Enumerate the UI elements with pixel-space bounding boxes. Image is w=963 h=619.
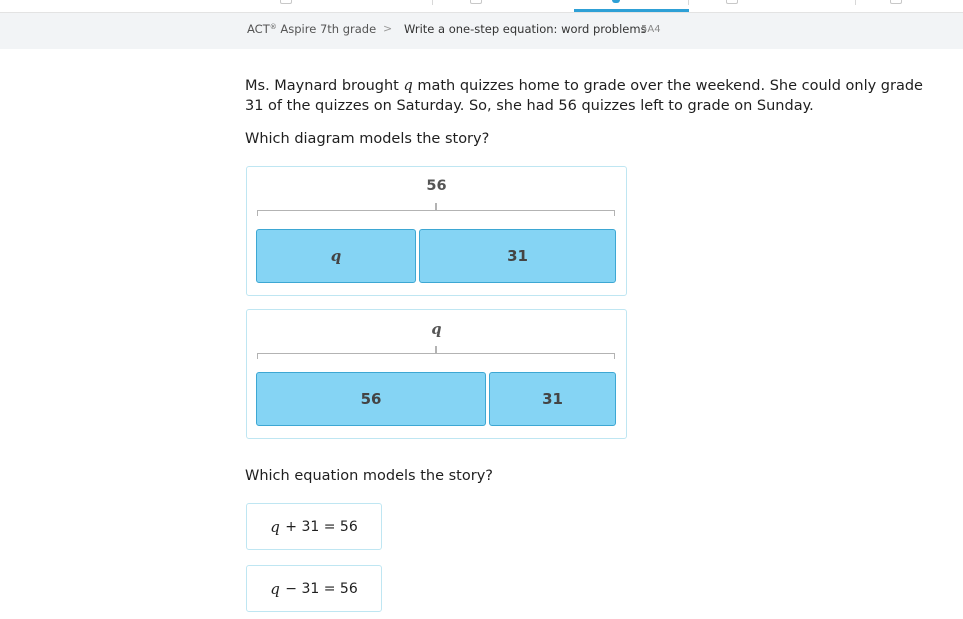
diagram-total-label: 56 <box>426 178 447 194</box>
bracket-tick <box>435 203 437 210</box>
equation-prompt: Which equation models the story? <box>245 468 493 484</box>
nav-divider <box>688 0 689 5</box>
diagram-choice-2[interactable] <box>246 309 627 439</box>
diagram-bracket <box>257 210 615 216</box>
diagram-bar-segment-left: q <box>256 229 416 283</box>
chevron-right-icon: > <box>383 22 393 35</box>
nav-active-tab-indicator <box>574 9 689 12</box>
question-story: Ms. Maynard brought q math quizzes home to grade over the weekend. She could only grade 31 of the quizzes on Saturday. So, she had 56 quizzes left to grade on Sunday. <box>245 78 923 114</box>
equation-variable: q <box>270 517 280 536</box>
equation-variable: q <box>270 579 280 598</box>
top-nav <box>0 0 963 13</box>
nav-analytics-icon[interactable] <box>726 0 738 4</box>
nav-divider <box>432 0 433 5</box>
diagram-bar-segment-right: 31 <box>419 229 616 283</box>
breadcrumb-course-link[interactable]: ACT® Aspire 7th grade <box>247 22 377 36</box>
breadcrumb <box>0 13 963 49</box>
equation-text: − 31 = 56 <box>280 580 358 597</box>
diagram-bar-segment-left: 56 <box>256 372 486 426</box>
nav-profile-icon[interactable] <box>890 0 902 4</box>
bracket-tick <box>435 346 437 353</box>
diagram-bar-segment-right: 31 <box>489 372 616 426</box>
diagram-total-label: q <box>431 321 442 338</box>
nav-divider <box>855 0 856 5</box>
variable-q: q <box>403 78 413 94</box>
diagram-choice-1[interactable] <box>246 166 627 296</box>
equation-choice-2[interactable] <box>246 565 382 612</box>
breadcrumb-skill-name: Write a one-step equation: word problems <box>404 22 647 36</box>
nav-active-icon[interactable] <box>612 0 620 3</box>
diagram-prompt: Which diagram models the story? <box>245 131 490 147</box>
nav-learning-icon[interactable] <box>280 0 292 4</box>
nav-diagnostic-icon[interactable] <box>470 0 482 4</box>
breadcrumb-skill-code: 5A4 <box>641 24 661 35</box>
equation-text: + 31 = 56 <box>280 518 358 535</box>
equation-choice-1[interactable] <box>246 503 382 550</box>
diagram-bracket <box>257 353 615 359</box>
